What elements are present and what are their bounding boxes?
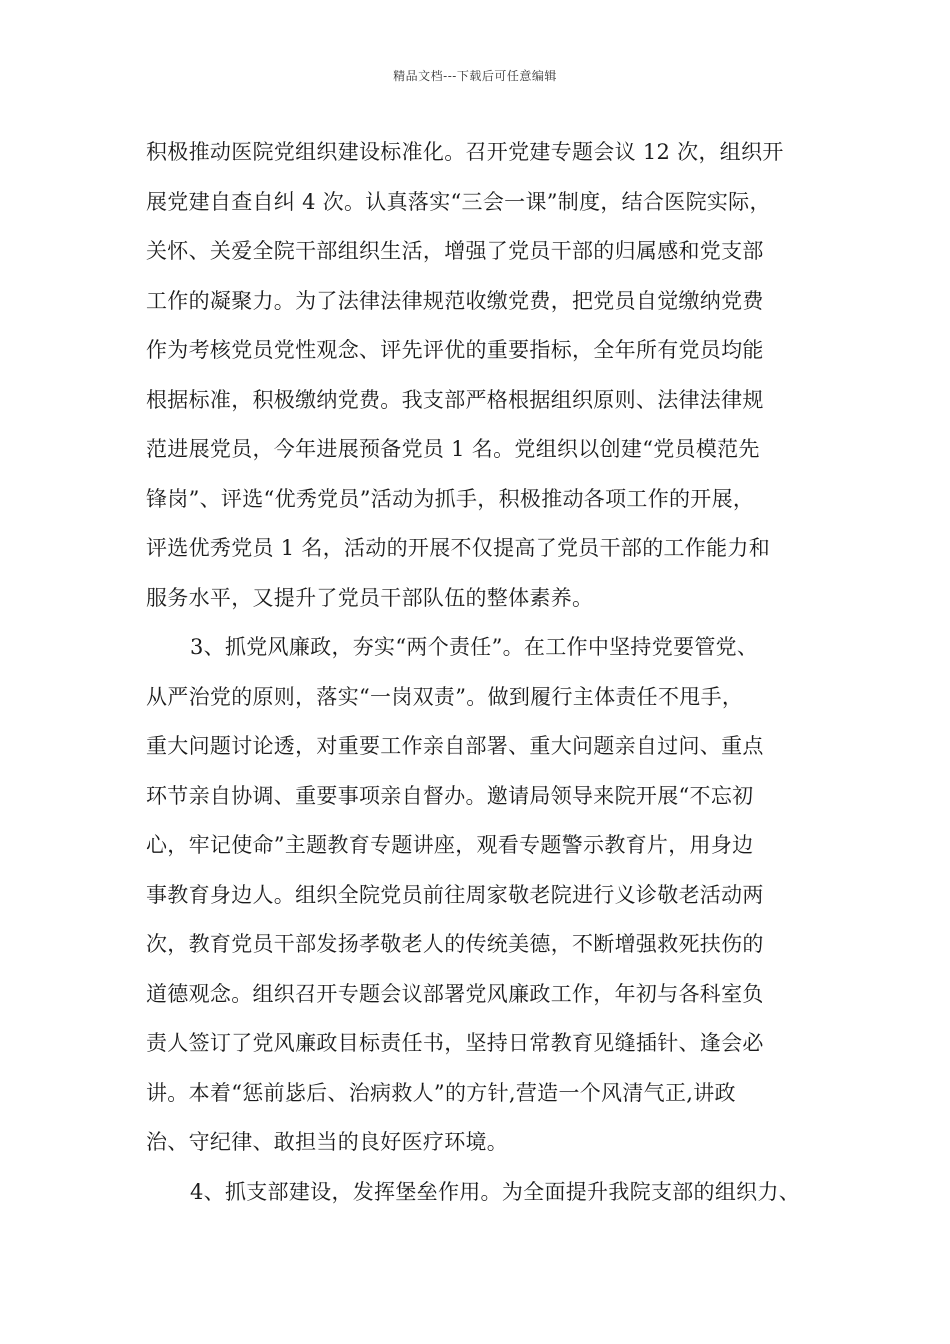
text-line: 关怀、关爱全院干部组织生活，增强了党员干部的归属感和党支部	[146, 239, 764, 263]
text-line: 道德观念。组织召开专题会议部署党风廉政工作，年初与各科室负	[146, 981, 764, 1006]
document-body	[146, 128, 826, 1217]
text-line: 锋岗”、评选“优秀党员”活动为抓手，积极推动各项工作的开展，	[146, 486, 755, 511]
text-line: 工作的凝聚力。为了法律法律规范收缴党费，把党员自觉缴纳党费	[146, 288, 764, 313]
text-line: 治、守纪律、敢担当的良好医疗环境。	[146, 1130, 509, 1154]
text-line: 重大问题讨论透，对重要工作亲自部署、重大问题亲自过问、重点	[146, 734, 764, 758]
text-line: 心，牢记使命”主题教育专题讲座，观看专题警示教育片，用身边	[146, 833, 754, 857]
paragraph	[146, 128, 826, 623]
text-line: 服务水平，又提升了党员干部队伍的整体素养。	[146, 585, 594, 610]
page-header: 精品文档---下载后可任意编辑	[393, 69, 557, 83]
text-line: 4、抓支部建设，发挥堡垒作用。为全面提升我院支部的组织力、	[190, 1179, 801, 1204]
text-line: 积极推动医院党组织建设标准化。召开党建专题会议 12 次，组织开	[146, 140, 784, 164]
text-line: 讲。本着“惩前毖后、治病救人”的方针,营造一个风清气正,讲政	[146, 1080, 736, 1105]
text-line: 事教育身边人。组织全院党员前往周家敬老院进行义诊敬老活动两	[146, 882, 764, 907]
text-line: 范进展党员，今年进展预备党员 1 名。党组织以创建“党员模范先	[146, 437, 760, 461]
text-line: 3、抓党风廉政，夯实“两个责任”。在工作中坚持党要管党、	[190, 635, 759, 659]
text-line: 作为考核党员党性观念、评先评优的重要指标，全年所有党员均能	[146, 338, 764, 362]
text-line: 根据标准，积极缴纳党费。我支部严格根据组织原则、法律法律规	[146, 387, 764, 412]
text-line: 评选优秀党员 1 名，活动的开展不仅提高了党员干部的工作能力和	[146, 536, 771, 560]
paragraph	[146, 623, 826, 1168]
text-line: 从严治党的原则，落实“一岗双责”。做到履行主体责任不甩手，	[146, 684, 744, 709]
text-line: 展党建自查自纠 4 次。认真落实“三会一课”制度，结合医院实际，	[146, 189, 771, 214]
text-line: 次，教育党员干部发扬孝敬老人的传统美德，不断增强救死扶伤的	[146, 932, 764, 956]
text-line: 责人签订了党风廉政目标责任书，坚持日常教育见缝插针、逢会必	[146, 1031, 764, 1055]
text-line: 环节亲自协调、重要事项亲自督办。邀请局领导来院开展“不忘初	[146, 783, 754, 808]
paragraph	[146, 1168, 826, 1218]
